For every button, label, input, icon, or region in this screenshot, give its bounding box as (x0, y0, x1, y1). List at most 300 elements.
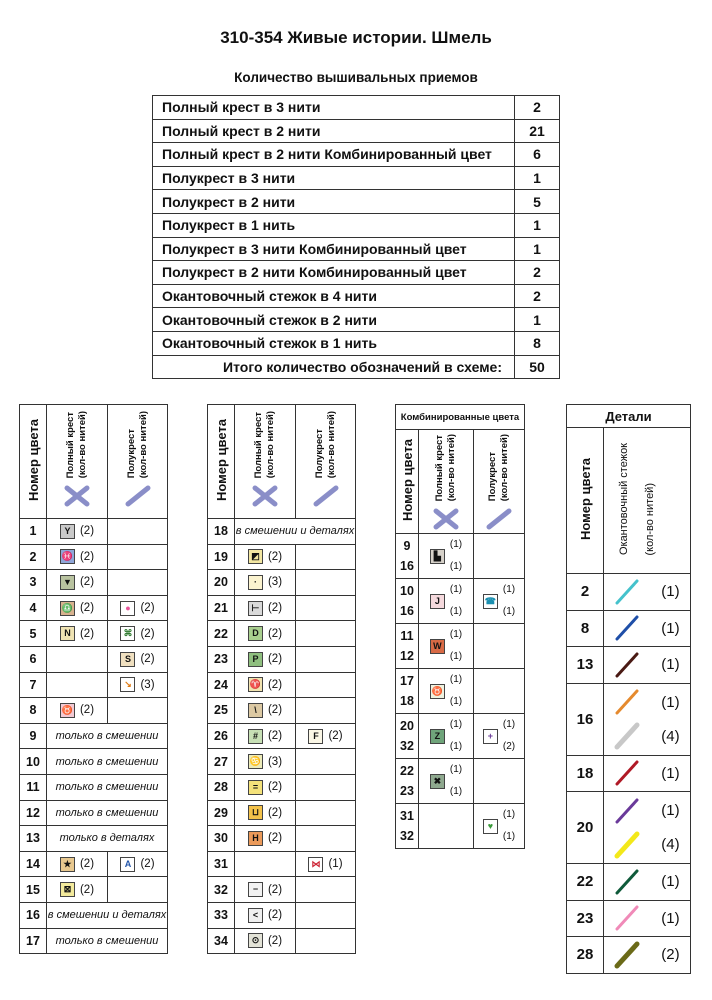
color-symbol-icon: ↘ (120, 677, 135, 692)
color-symbol-icon: ✖ (430, 774, 445, 789)
full-cross-cell (235, 800, 296, 826)
full-cross-cell (47, 544, 108, 570)
color-number: 1 (20, 519, 47, 545)
color-key-row (208, 723, 356, 749)
header-full-cross: Полный крест(кол-во нитей) (419, 430, 474, 534)
color-key-row (20, 902, 168, 928)
full-cross-cell (235, 595, 296, 621)
full-cross-cell (419, 534, 474, 579)
combined-row (396, 804, 525, 849)
color-key-row (208, 698, 356, 724)
thread-count: (2) (661, 946, 680, 964)
color-key-row (208, 544, 356, 570)
details-row (567, 792, 691, 864)
thread-count: (2) (140, 602, 155, 615)
backstitch-line-icon (614, 651, 640, 679)
summary-row (153, 331, 560, 355)
full-cross-cell (235, 672, 296, 698)
half-cross-cell (108, 672, 168, 698)
color-symbol-icon: D (248, 626, 263, 641)
thread-count: (1) (661, 909, 680, 927)
details-row (567, 937, 691, 974)
color-number: 20 (208, 570, 235, 596)
backstitch-cell (604, 610, 691, 647)
thread-count: (2) (79, 858, 95, 871)
backstitch-cell (604, 864, 691, 901)
summary-row (153, 213, 560, 237)
color-symbol-icon: N (60, 626, 75, 641)
thread-count: (2) (79, 576, 95, 589)
thread-count: (1) (449, 696, 463, 707)
color-number: 33 (208, 902, 235, 928)
color-symbol-icon: ⊔ (248, 805, 263, 820)
color-symbol-icon: + (483, 729, 498, 744)
backstitch-line-icon (614, 941, 640, 969)
thread-count: (1) (449, 651, 463, 662)
summary-total-row (153, 355, 560, 379)
thread-count: (1) (661, 693, 680, 711)
half-cross-cell (474, 669, 525, 714)
full-cross-cell (47, 570, 108, 596)
half-cross-cell (108, 595, 168, 621)
details-row (567, 755, 691, 792)
thread-count: (3) (140, 678, 155, 691)
color-number: 23 (208, 646, 235, 672)
backstitch-cell (604, 900, 691, 937)
combined-row (396, 534, 525, 579)
color-number: 31 (208, 851, 235, 877)
color-key-row (208, 877, 356, 903)
color-symbol-icon: ♉ (60, 703, 75, 718)
full-cross-cell (235, 544, 296, 570)
stitch-type-label: Полукрест в 3 нити Комбинированный цвет (153, 237, 515, 261)
color-key-row (208, 519, 356, 545)
color-symbol-icon: F (308, 729, 323, 744)
color-symbol-icon: ⊠ (60, 882, 75, 897)
color-symbol-icon: ♉ (430, 684, 445, 699)
thread-count: (1) (502, 809, 516, 820)
color-number: 29 (208, 800, 235, 826)
usage-note: только в смешении (47, 774, 168, 800)
half-cross-cell (296, 851, 356, 877)
color-key-row (20, 672, 168, 698)
backstitch-cell (604, 683, 691, 755)
full-cross-cell (47, 646, 108, 672)
color-number: 19 (208, 544, 235, 570)
header-color-number (20, 405, 47, 519)
backstitch-line-icon (614, 578, 640, 606)
color-key-row (20, 544, 168, 570)
summary-row (153, 143, 560, 167)
usage-note: только в смешении (47, 928, 168, 954)
thread-count: (2) (267, 678, 283, 691)
color-number: 7 (20, 672, 47, 698)
color-symbol-icon: ⊢ (248, 601, 263, 616)
stitch-type-count: 2 (515, 284, 560, 308)
total-value: 50 (515, 355, 560, 379)
thread-count: (1) (502, 719, 516, 730)
thread-count: (2) (140, 653, 155, 666)
header-full-cross (235, 405, 296, 519)
backstitch-line-icon (614, 688, 640, 716)
color-number: 14 (20, 851, 47, 877)
half-cross-cell (108, 877, 168, 903)
backstitch-line-icon (614, 904, 640, 932)
color-symbol-icon: ▙ (430, 549, 445, 564)
full-cross-icon (64, 485, 90, 507)
header-half-cross-text: Полукрест(кол-во нитей) (125, 411, 149, 479)
key-header-row (20, 405, 168, 519)
header-color-number: Номер цвета (567, 428, 604, 574)
header-color-number-label: Номер цвета (213, 418, 229, 502)
thread-count: (2) (79, 627, 95, 640)
thread-count: (1) (449, 606, 463, 617)
stitch-type-label: Окантовочный стежок в 4 нити (153, 284, 515, 308)
full-cross-cell (47, 877, 108, 903)
thread-count: (1) (449, 741, 463, 752)
thread-count: (1) (449, 786, 463, 797)
thread-count: (2) (79, 704, 95, 717)
color-number: 12 (20, 800, 47, 826)
full-cross-cell (235, 723, 296, 749)
color-number-pair: 9 16 (396, 534, 419, 579)
half-cross-cell (296, 672, 356, 698)
summary-row (153, 308, 560, 332)
details-row (567, 610, 691, 647)
summary-row (153, 166, 560, 190)
color-key-table-1 (19, 404, 168, 954)
half-cross-cell (474, 759, 525, 804)
color-key-row (20, 570, 168, 596)
backstitch-line-icon (614, 759, 640, 787)
color-number: 18 (208, 519, 235, 545)
half-cross-cell (296, 621, 356, 647)
thread-count: (1) (661, 619, 680, 637)
thread-count: (2) (267, 730, 283, 743)
full-cross-cell (235, 902, 296, 928)
color-number-pair: 20 32 (396, 714, 419, 759)
color-key-row (208, 826, 356, 852)
stitch-summary-table (152, 95, 560, 379)
color-key-row (20, 826, 168, 852)
color-key-row (208, 570, 356, 596)
full-cross-cell (235, 877, 296, 903)
color-key-row (20, 646, 168, 672)
color-symbol-icon: J (430, 594, 445, 609)
usage-note: только в деталях (47, 826, 168, 852)
combined-colors-table (395, 404, 525, 849)
thread-count: (1) (502, 831, 516, 842)
color-number: 28 (208, 774, 235, 800)
half-cross-cell (296, 928, 356, 954)
color-symbol-icon: ▼ (60, 575, 75, 590)
backstitch-line-icon (614, 831, 640, 859)
header-full-cross (47, 405, 108, 519)
thread-count: (1) (449, 539, 463, 550)
thread-count: (2) (502, 741, 516, 752)
color-key-row (20, 621, 168, 647)
color-symbol-icon: ◩ (248, 549, 263, 564)
header-half-cross-text: Полукрест(кол-во нитей) (313, 411, 337, 479)
stitch-type-count: 1 (515, 213, 560, 237)
half-cross-cell (296, 723, 356, 749)
color-key-row (20, 698, 168, 724)
color-symbol-icon: W (430, 639, 445, 654)
details-row (567, 900, 691, 937)
full-cross-cell (235, 570, 296, 596)
details-row (567, 864, 691, 901)
half-cross-cell (296, 800, 356, 826)
backstitch-cell (604, 574, 691, 611)
thread-count: (2) (267, 704, 283, 717)
header-color-number: Номер цвета (396, 430, 419, 534)
summary-row (153, 237, 560, 261)
thread-count: (2) (267, 602, 283, 615)
thread-count: (3) (267, 576, 283, 589)
color-symbol-icon: ★ (60, 857, 75, 872)
full-cross-cell (419, 579, 474, 624)
stitch-type-count: 1 (515, 308, 560, 332)
backstitch-line-icon (614, 797, 640, 825)
color-number: 30 (208, 826, 235, 852)
thread-count: (1) (661, 583, 680, 601)
thread-count: (1) (449, 674, 463, 685)
thread-count: (2) (79, 883, 95, 896)
full-cross-cell (235, 826, 296, 852)
usage-note: только в смешении (47, 800, 168, 826)
combined-header-row (396, 430, 525, 534)
stitch-type-count: 6 (515, 143, 560, 167)
color-key-row (208, 621, 356, 647)
half-cross-cell (108, 570, 168, 596)
thread-count: (2) (267, 653, 283, 666)
full-cross-icon (252, 485, 278, 507)
combined-row (396, 714, 525, 759)
half-cross-cell (108, 851, 168, 877)
usage-note: только в смешении (47, 749, 168, 775)
color-key-row (20, 723, 168, 749)
full-cross-cell (419, 624, 474, 669)
full-cross-cell (235, 646, 296, 672)
thread-count: (1) (502, 584, 516, 595)
half-cross-cell (474, 534, 525, 579)
details-table (566, 404, 691, 974)
thread-count: (2) (267, 934, 283, 947)
stitch-type-count: 1 (515, 166, 560, 190)
color-number: 10 (20, 749, 47, 775)
thread-count: (2) (79, 525, 95, 538)
color-number: 17 (20, 928, 47, 954)
details-title-row (567, 405, 691, 428)
half-cross-cell (296, 595, 356, 621)
full-cross-cell (419, 804, 474, 849)
full-cross-cell (235, 774, 296, 800)
color-symbol-icon: ♎ (60, 601, 75, 616)
stitch-type-count: 21 (515, 119, 560, 143)
color-number: 4 (20, 595, 47, 621)
color-key-row (208, 851, 356, 877)
header-half-cross: Полукрест(кол-во нитей) (474, 430, 525, 534)
stitch-type-label: Полукрест в 1 нить (153, 213, 515, 237)
color-symbol-icon: H (248, 831, 263, 846)
details-row (567, 683, 691, 755)
stitch-type-count: 5 (515, 190, 560, 214)
color-key-row (208, 928, 356, 954)
color-symbol-icon: \ (248, 703, 263, 718)
color-number: 13 (20, 826, 47, 852)
details-title: Детали (567, 405, 691, 428)
full-cross-cell (47, 595, 108, 621)
color-key-row (208, 672, 356, 698)
key-header-row (208, 405, 356, 519)
full-cross-cell (235, 851, 296, 877)
summary-row (153, 190, 560, 214)
color-number: 26 (208, 723, 235, 749)
thread-count: (1) (449, 561, 463, 572)
header-full-cross-text: Полный крест(кол-во нитей) (253, 411, 276, 479)
half-cross-cell (296, 570, 356, 596)
color-number-pair: 22 23 (396, 759, 419, 804)
full-cross-cell (47, 621, 108, 647)
color-number: 2 (20, 544, 47, 570)
full-cross-cell (235, 928, 296, 954)
header-color-number (208, 405, 235, 519)
color-key-row (20, 519, 168, 545)
half-cross-cell (296, 749, 356, 775)
thread-count: (4) (661, 836, 680, 853)
color-number: 5 (20, 621, 47, 647)
summary-row (153, 96, 560, 120)
details-header-row (567, 428, 691, 574)
color-key-row (20, 928, 168, 954)
thread-count: (2) (79, 602, 95, 615)
stitch-type-label: Полный крест в 2 нити (153, 119, 515, 143)
thread-count: (2) (267, 832, 283, 845)
usage-note: в смешении и деталях (235, 519, 356, 545)
stitch-type-label: Окантовочный стежок в 2 нити (153, 308, 515, 332)
color-number-pair: 17 18 (396, 669, 419, 714)
color-number-pair: 11 12 (396, 624, 419, 669)
color-symbol-icon: = (248, 780, 263, 795)
backstitch-line-icon (614, 868, 640, 896)
color-key-row (20, 800, 168, 826)
combined-title: Комбинированные цвета (396, 405, 525, 430)
color-number: 3 (20, 570, 47, 596)
half-cross-cell (474, 579, 525, 624)
page-title: 310-354 Живые истории. Шмель (220, 28, 492, 47)
half-cross-icon (125, 485, 151, 507)
full-cross-cell (235, 621, 296, 647)
header-color-number-label: Номер цвета (25, 418, 41, 502)
thread-count: (2) (267, 550, 283, 563)
color-symbol-icon: Y (60, 524, 75, 539)
stitch-type-count: 8 (515, 331, 560, 355)
thread-count: (2) (267, 883, 283, 896)
summary-row (153, 119, 560, 143)
color-symbol-icon: ♓ (60, 549, 75, 564)
color-key-row (208, 749, 356, 775)
summary-row (153, 284, 560, 308)
thread-count: (1) (502, 606, 516, 617)
color-number: 11 (20, 774, 47, 800)
full-cross-cell (235, 749, 296, 775)
color-symbol-icon: P (248, 652, 263, 667)
header-half-cross (108, 405, 168, 519)
stitch-type-count: 1 (515, 237, 560, 261)
header-backstitch: Окантовочный стежок (кол-во нитей) (604, 428, 691, 574)
thread-count: (2) (328, 730, 343, 743)
backstitch-cell (604, 755, 691, 792)
thread-count: (2) (79, 550, 95, 563)
color-number: 8 (20, 698, 47, 724)
page-subtitle: Количество вышивальных приемов (234, 70, 478, 85)
thread-count: (2) (267, 909, 283, 922)
color-key-row (20, 749, 168, 775)
thread-count: (2) (140, 858, 155, 871)
color-number: 13 (567, 647, 604, 684)
half-cross-cell (296, 877, 356, 903)
color-symbol-icon: · (248, 575, 263, 590)
combined-title-row (396, 405, 525, 430)
color-key-row (208, 595, 356, 621)
color-symbol-icon: # (248, 729, 263, 744)
color-number: 28 (567, 937, 604, 974)
full-cross-cell (419, 759, 474, 804)
half-cross-cell (474, 714, 525, 759)
combined-row (396, 669, 525, 714)
half-cross-cell (108, 519, 168, 545)
usage-note: в смешении и деталях (47, 902, 168, 928)
color-symbol-icon: S (120, 652, 135, 667)
color-number: 20 (567, 792, 604, 864)
stitch-type-label: Окантовочный стежок в 1 нить (153, 331, 515, 355)
color-key-row (20, 877, 168, 903)
thread-count: (1) (661, 873, 680, 891)
stitch-type-label: Полный крест в 2 нити Комбинированный цвет (153, 143, 515, 167)
half-cross-cell (108, 544, 168, 570)
half-cross-cell (296, 902, 356, 928)
color-symbol-icon: < (248, 908, 263, 923)
color-number-pair: 31 32 (396, 804, 419, 849)
half-cross-cell (474, 624, 525, 669)
full-cross-cell (47, 851, 108, 877)
color-number: 16 (567, 683, 604, 755)
color-symbol-icon: ⌘ (120, 626, 135, 641)
color-key-row (20, 595, 168, 621)
color-symbol-icon: A (120, 857, 135, 872)
thread-count: (2) (267, 627, 283, 640)
color-number: 9 (20, 723, 47, 749)
full-cross-cell (47, 672, 108, 698)
thread-count: (1) (449, 764, 463, 775)
half-cross-cell (474, 804, 525, 849)
thread-count: (1) (661, 802, 680, 819)
color-number: 22 (208, 621, 235, 647)
stitch-type-label: Полукрест в 2 нити Комбинированный цвет (153, 261, 515, 285)
details-row (567, 647, 691, 684)
stitch-type-label: Полукрест в 3 нити (153, 166, 515, 190)
thread-count: (3) (267, 755, 283, 768)
color-number: 32 (208, 877, 235, 903)
thread-count: (1) (449, 719, 463, 730)
color-number: 34 (208, 928, 235, 954)
color-number: 16 (20, 902, 47, 928)
full-cross-cell (47, 519, 108, 545)
header-half-cross (296, 405, 356, 519)
stitch-type-count: 2 (515, 96, 560, 120)
color-key-row (208, 902, 356, 928)
color-number: 22 (567, 864, 604, 901)
